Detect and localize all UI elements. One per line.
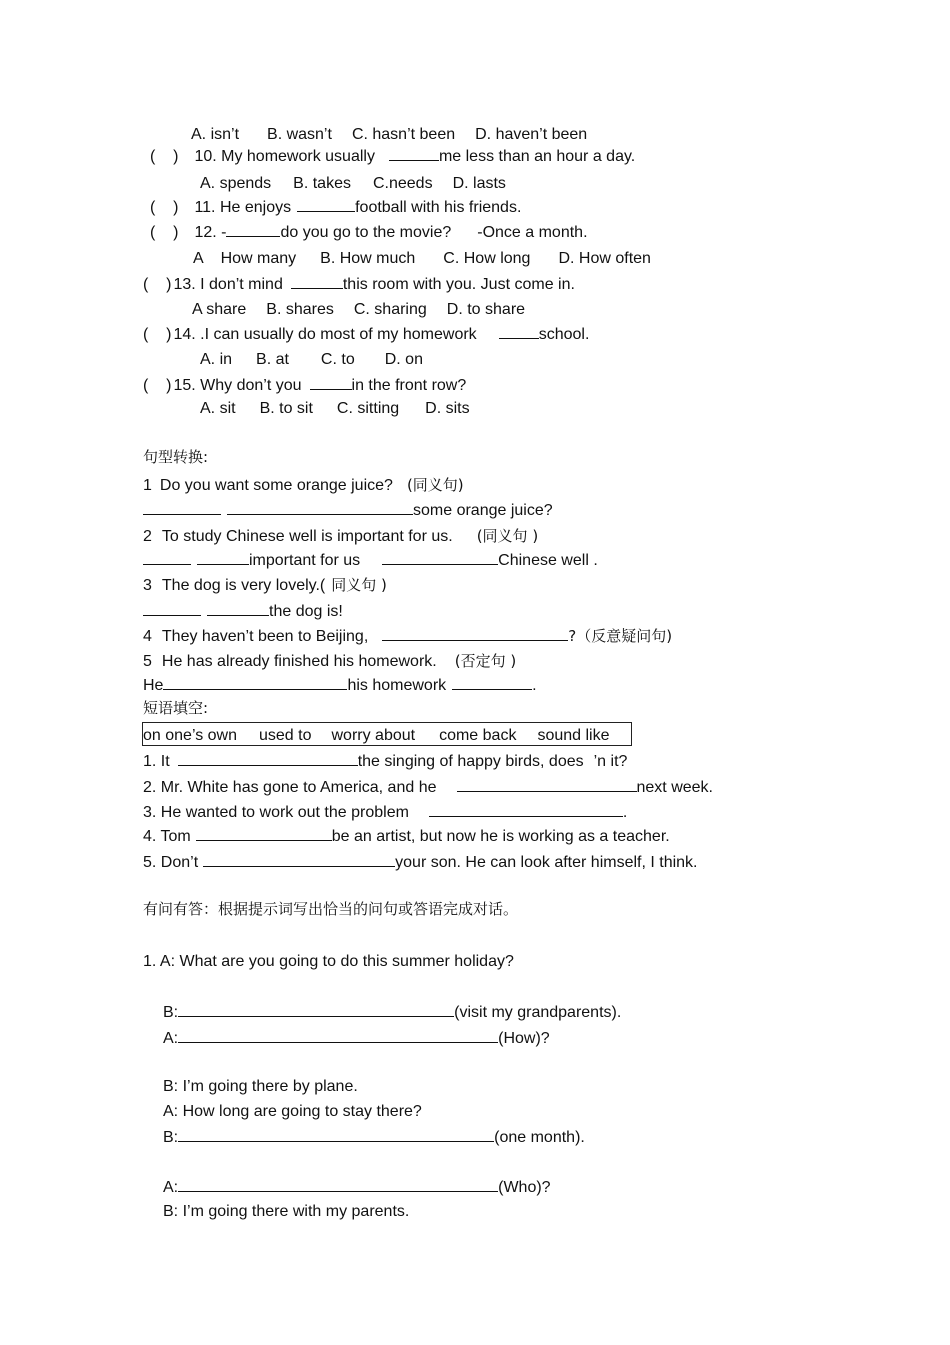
option: A How many [193, 250, 297, 267]
dialog-question: 1. A: What are you going to do this summer holiday? [143, 953, 514, 970]
question-13 [143, 274, 575, 295]
question-10 [150, 146, 635, 167]
option: C. sitting [336, 400, 400, 417]
sentence: the singing of happy birds, does [357, 753, 584, 770]
sentence: 2. Mr. White has gone to America, and he [143, 779, 437, 796]
option: B. takes [293, 175, 351, 192]
answer-blank[interactable] [203, 852, 395, 867]
phrase-item: worry about [331, 727, 416, 744]
phrase-item: on one’s own [143, 727, 237, 744]
question-text: 11. He enjoys [194, 199, 292, 216]
answer-blank[interactable] [452, 675, 532, 690]
dialog-line-b4: B: I’m going there with my parents. [163, 1203, 410, 1220]
dialog-line-a3 [163, 1177, 551, 1198]
phrase-1 [143, 751, 627, 772]
answer-blank[interactable] [163, 675, 347, 690]
hint: (同义句 ) [476, 527, 539, 545]
option: D. on [384, 351, 423, 368]
answer-paren[interactable]: ( ) [150, 199, 179, 216]
option: C.needs [372, 175, 433, 192]
sentence: They haven’t been to Beijing, [161, 628, 369, 645]
answer-blank[interactable] [310, 375, 352, 390]
transform-3 [143, 575, 387, 596]
answer-text: Chinese well . [498, 552, 598, 569]
dialog-line-b2: B: I’m going there by plane. [163, 1078, 358, 1095]
question-text: 14. .I can usually do most of my homework [173, 326, 477, 343]
answer-blank[interactable] [429, 802, 623, 817]
answer-blank[interactable] [196, 826, 332, 841]
sentence: next week. [636, 779, 713, 796]
option: C. hasn’t been [351, 126, 456, 143]
speaker: B: [163, 1004, 179, 1021]
answer-text: his homework [347, 677, 447, 694]
sentence: 3. He wanted to work out the problem [143, 804, 409, 821]
answer-blank[interactable] [207, 601, 269, 616]
answer-paren[interactable]: ( ) [143, 326, 172, 343]
option: B. at [256, 351, 289, 368]
question-15 [143, 375, 466, 396]
option: A. sit [200, 400, 236, 417]
question-text: in the front row? [351, 377, 467, 394]
phrases-heading: 短语填空: [143, 699, 209, 717]
transform-heading: 句型转换: [143, 448, 209, 466]
option: A. in [200, 351, 233, 368]
phrase-list [143, 726, 610, 746]
q13-options [192, 300, 525, 320]
transform-3-answer [143, 601, 343, 622]
answer-paren[interactable]: ( ) [150, 148, 179, 165]
answer-blank[interactable] [178, 1127, 494, 1142]
answer-blank[interactable] [143, 601, 201, 616]
q14-options [200, 350, 423, 370]
option: A. isn’t [191, 126, 240, 143]
speaker: A: [163, 1030, 179, 1047]
dialog-line-b1 [163, 1002, 621, 1023]
option: C. sharing [353, 301, 427, 318]
hint: (visit my grandparents). [454, 1004, 622, 1021]
question-text: school. [538, 326, 590, 343]
dialog-heading: 有问有答：根据提示词写出恰当的问句或答语完成对话。 [143, 900, 519, 918]
item-number: 5 [143, 653, 152, 670]
option: D. sits [425, 400, 470, 417]
transform-1-answer [143, 500, 553, 521]
transform-5-answer [143, 675, 537, 696]
option: A. spends [200, 175, 272, 192]
transform-1 [143, 475, 464, 496]
answer-blank[interactable] [291, 274, 343, 289]
option: B. wasn’t [267, 126, 332, 143]
question-text: me less than an hour a day. [438, 148, 636, 165]
answer-paren[interactable]: ( ) [143, 377, 172, 394]
option: B. shares [266, 301, 334, 318]
phrase-3 [143, 802, 627, 823]
answer-blank[interactable] [226, 222, 280, 237]
phrase-item: sound like [537, 727, 610, 744]
sentence: 5. Don’t [143, 854, 199, 871]
answer-blank[interactable] [499, 324, 539, 339]
question-text: -Once a month. [477, 224, 588, 241]
option: D. to share [446, 301, 526, 318]
option: D. lasts [452, 175, 506, 192]
option: A share [192, 301, 247, 318]
transform-4 [143, 626, 672, 647]
question-text: do you go to the movie? [280, 224, 452, 241]
option: D. How often [558, 250, 651, 267]
question-text: this room with you. Just come in. [342, 276, 575, 293]
transform-5 [143, 651, 516, 672]
answer-blank[interactable] [457, 777, 637, 792]
sentence: The dog is very lovely.( [161, 577, 326, 594]
item-number: 3 [143, 577, 152, 594]
answer-text: the dog is! [269, 603, 343, 620]
option: C. to [320, 351, 355, 368]
dialog-line-b3 [163, 1127, 585, 1148]
sentence: 4. Tom [143, 828, 191, 845]
q9-options [191, 125, 587, 145]
option: B. to sit [259, 400, 313, 417]
hint: (同义句) [406, 476, 464, 494]
answer-blank[interactable] [178, 751, 358, 766]
answer-blank[interactable] [197, 550, 249, 565]
sentence: your son. He can look after himself, I think. [395, 854, 698, 871]
answer-blank[interactable] [143, 550, 191, 565]
sentence: 1. It [143, 753, 170, 770]
question-text: 15. Why don’t you [173, 377, 302, 394]
answer-blank[interactable] [382, 626, 568, 641]
question-14 [143, 324, 589, 345]
answer-blank[interactable] [389, 146, 439, 161]
q12-options [193, 249, 651, 269]
question-12 [150, 222, 588, 243]
phrase-2 [143, 777, 713, 798]
sentence: He has already finished his homework. [161, 653, 437, 670]
answer-blank[interactable] [297, 197, 355, 212]
question-text: 12. - [194, 224, 227, 241]
item-number: 2 [143, 528, 152, 545]
answer-text: important for us [249, 552, 361, 569]
question-11 [150, 197, 521, 218]
dialog-line-a1 [163, 1028, 550, 1049]
option: D. haven’t been [475, 126, 588, 143]
transform-2-answer [143, 550, 598, 571]
answer-blank[interactable] [178, 1002, 454, 1017]
speaker: B: [163, 1129, 179, 1146]
answer-paren[interactable]: ( ) [143, 276, 172, 293]
option: B. How much [320, 250, 416, 267]
answer-text: . [532, 677, 537, 694]
answer-blank[interactable] [382, 550, 498, 565]
answer-blank[interactable] [178, 1177, 498, 1192]
hint: (Who)? [498, 1179, 551, 1196]
hint: ?（反意疑问句) [568, 627, 673, 645]
hint: 同义句 ) [331, 576, 387, 594]
phrase-4 [143, 826, 670, 847]
speaker: A: [163, 1179, 179, 1196]
answer-paren[interactable]: ( ) [150, 224, 179, 241]
phrase-item: used to [259, 727, 312, 744]
answer-text: He [143, 677, 164, 694]
q10-options [200, 174, 506, 194]
sentence: . [622, 804, 628, 821]
phrase-5 [143, 852, 698, 873]
option: C. How long [443, 250, 531, 267]
hint: (one month). [494, 1129, 585, 1146]
answer-blank[interactable] [178, 1028, 498, 1043]
answer-blank[interactable] [227, 500, 413, 515]
question-text: 10. My homework usually [194, 148, 375, 165]
item-number: 1 [143, 477, 152, 494]
sentence: To study Chinese well is important for us. [161, 528, 453, 545]
hint: (How)? [498, 1030, 550, 1047]
sentence: Do you want some orange juice? [159, 477, 393, 494]
question-text: football with his friends. [355, 199, 522, 216]
sentence: be an artist, but now he is working as a teacher. [331, 828, 670, 845]
transform-2 [143, 526, 538, 547]
dialog-line-a2: A: How long are going to stay there? [163, 1103, 422, 1120]
item-number: 4 [143, 628, 152, 645]
q15-options [200, 399, 470, 419]
answer-blank[interactable] [143, 500, 221, 515]
sentence: ’n it? [593, 753, 628, 770]
phrase-item: come back [439, 727, 517, 744]
hint: (否定句 ) [454, 652, 517, 670]
answer-text: some orange juice? [413, 502, 553, 519]
question-text: 13. I don’t mind [173, 276, 283, 293]
